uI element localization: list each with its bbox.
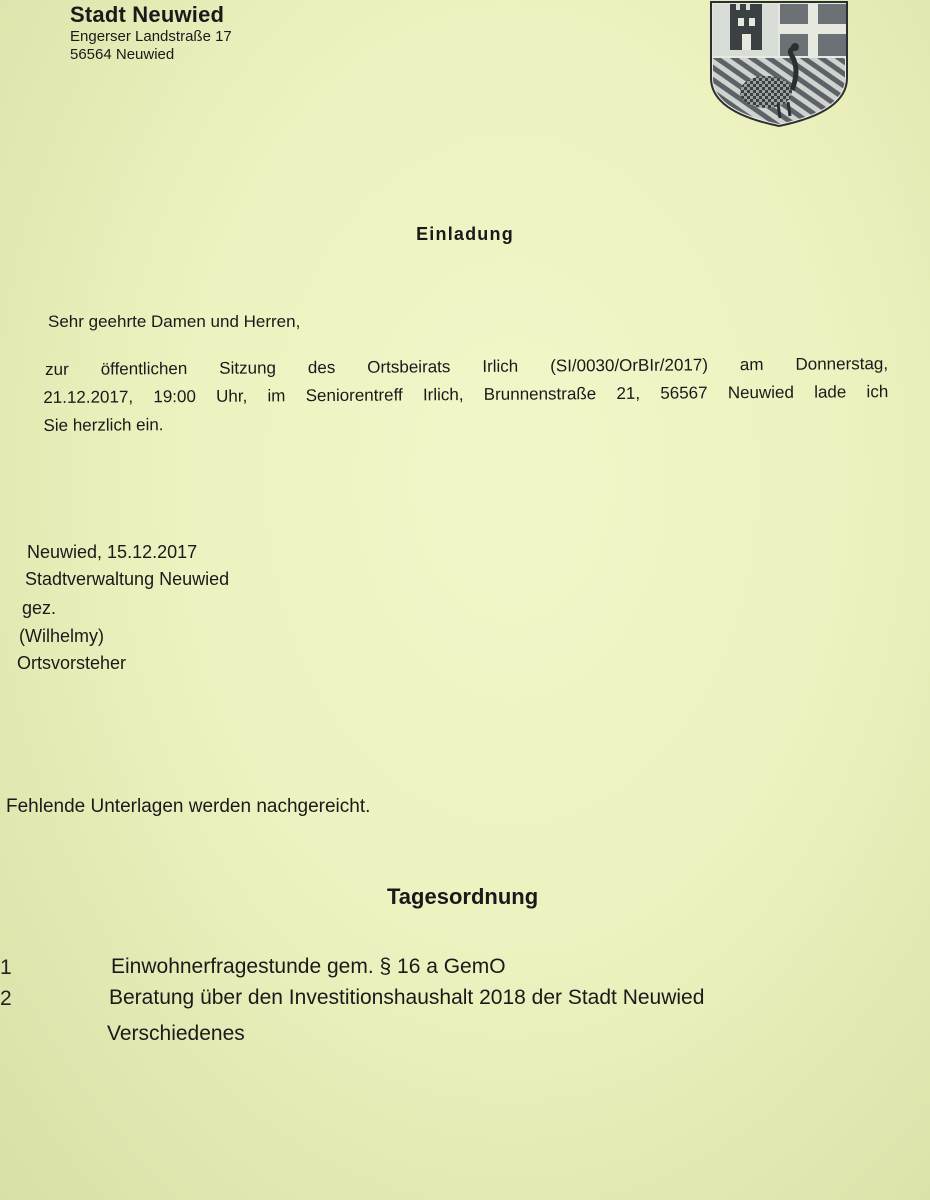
salutation: Sehr geehrte Damen und Herren, bbox=[48, 312, 301, 331]
invitation-body bbox=[43, 350, 889, 440]
signature-place-date: Neuwied, 15.12.2017 bbox=[27, 542, 198, 562]
signature-name: (Wilhelmy) bbox=[19, 626, 104, 646]
agenda-item-number: 2 bbox=[0, 987, 12, 1010]
document-heading: Einladung bbox=[416, 224, 514, 244]
missing-documents-notice: Fehlende Unterlagen werden nachgereicht. bbox=[6, 796, 371, 817]
invitation-body-line: zur öffentlichen Sitzung des Ortsbeirats Irlich (SI/0030/OrBIr/2017) am Donnerstag, bbox=[45, 354, 889, 379]
signature-signed: gez. bbox=[22, 598, 57, 618]
invitation-body-line: Sie herzlich ein. bbox=[43, 415, 164, 435]
organization-street: Engerser Landstraße 17 bbox=[70, 28, 232, 45]
agenda-item: Beratung über den Investitionshaushalt 2018 der Stadt Neuwied bbox=[109, 986, 705, 1009]
invitation-body-line: 21.12.2017, 19:00 Uhr, im Seniorentreff Irlich, Brunnenstraße 21, 56567 Neuwied lade ich bbox=[43, 382, 889, 407]
organization-name: Stadt Neuwied bbox=[70, 2, 225, 27]
agenda-item-number: 1 bbox=[0, 956, 12, 979]
agenda-title: Tagesordnung bbox=[387, 884, 539, 909]
agenda-item: Verschiedenes bbox=[107, 1022, 245, 1045]
organization-city: 56564 Neuwied bbox=[70, 46, 175, 63]
city-coat-of-arms-icon bbox=[708, 0, 850, 128]
signature-role: Ortsvorsteher bbox=[17, 653, 127, 673]
signature-authority: Stadtverwaltung Neuwied bbox=[25, 569, 230, 589]
agenda-item: Einwohnerfragestunde gem. § 16 a GemO bbox=[111, 955, 506, 978]
letterhead bbox=[70, 2, 232, 64]
